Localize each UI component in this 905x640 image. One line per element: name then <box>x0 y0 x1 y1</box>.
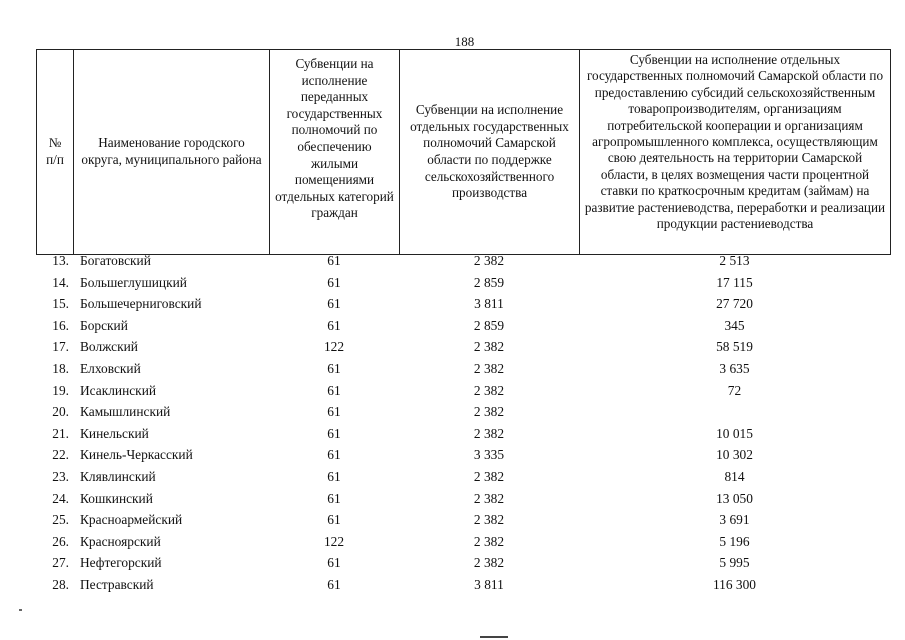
table-row <box>36 381 890 403</box>
table-row <box>36 445 890 467</box>
row-number: 26. <box>52 533 69 549</box>
district-name: Нефтегорский <box>80 555 162 571</box>
header-agriculture-subvention <box>400 50 580 254</box>
district-name: Елховский <box>80 360 141 376</box>
housing-subvention-value: 61 <box>327 576 341 592</box>
scan-artifact-bottom <box>480 636 508 638</box>
interest-subsidy-value: 58 519 <box>716 339 753 355</box>
housing-subvention-value: 61 <box>327 404 341 420</box>
housing-subvention-value: 61 <box>327 382 341 398</box>
table-row <box>36 510 890 532</box>
interest-subsidy-value: 3 635 <box>719 360 750 376</box>
interest-subsidy-value: 116 300 <box>712 576 757 592</box>
row-number: 23. <box>52 468 69 484</box>
row-number: 22. <box>52 447 69 463</box>
agriculture-subvention-value: 2 382 <box>473 404 505 420</box>
row-number: 20. <box>52 404 69 420</box>
interest-subsidy-value: 814 <box>724 468 745 484</box>
row-number: 27. <box>52 555 69 571</box>
agriculture-subvention-value: 2 859 <box>473 317 505 333</box>
row-number: 25. <box>52 512 69 528</box>
interest-subsidy-value: 10 015 <box>716 425 753 441</box>
table-body <box>36 251 890 597</box>
header-interest-subsidy <box>580 50 891 254</box>
interest-subsidy-value: 17 115 <box>716 274 753 290</box>
agriculture-subvention-value: 2 859 <box>473 274 505 290</box>
row-number: 14. <box>52 274 69 290</box>
header-housing-subvention <box>270 50 400 254</box>
housing-subvention-value: 61 <box>327 296 341 312</box>
district-name: Красноармейский <box>80 512 183 528</box>
row-number: 24. <box>52 490 69 506</box>
row-number: 18. <box>52 360 69 376</box>
agriculture-subvention-value: 2 382 <box>473 533 505 549</box>
agriculture-subvention-value: 2 382 <box>473 468 505 484</box>
district-name: Кинель-Черкасский <box>80 447 193 463</box>
table-row <box>36 489 890 511</box>
interest-subsidy-value: 3 691 <box>719 512 750 528</box>
housing-subvention-value: 61 <box>327 555 341 571</box>
housing-subvention-value: 61 <box>327 447 341 463</box>
district-name: Кошкинский <box>80 490 153 506</box>
housing-subvention-value: 122 <box>323 339 345 355</box>
housing-subvention-value: 61 <box>327 490 341 506</box>
agriculture-subvention-value: 3 811 <box>474 576 504 592</box>
row-number: 15. <box>52 296 69 312</box>
row-number: 16. <box>52 317 69 333</box>
housing-subvention-value: 61 <box>327 468 341 484</box>
district-name: Большеглушицкий <box>80 274 187 290</box>
interest-subsidy-value: 72 <box>727 382 742 398</box>
header-number-label: № п/п <box>46 135 64 167</box>
table-row <box>36 424 890 446</box>
interest-subsidy-value: 27 720 <box>716 296 753 312</box>
housing-subvention-value: 61 <box>327 360 341 376</box>
interest-subsidy-value: 5 196 <box>719 533 750 549</box>
table-row <box>36 251 890 273</box>
housing-subvention-value: 61 <box>327 512 341 528</box>
district-name: Борский <box>80 317 128 333</box>
table-row <box>36 467 890 489</box>
district-name: Пестравский <box>80 576 154 592</box>
table-row <box>36 402 890 424</box>
interest-subsidy-value: 345 <box>724 317 745 333</box>
row-number: 13. <box>52 253 69 268</box>
agriculture-subvention-value: 2 382 <box>473 253 505 268</box>
table-row <box>36 532 890 554</box>
table-row <box>36 316 890 338</box>
district-name: Кинельский <box>80 425 149 441</box>
district-name: Клявлинский <box>80 468 156 484</box>
header-name-label: Наименование городского округа, муниципального района <box>81 135 262 167</box>
agriculture-subvention-value: 2 382 <box>473 555 505 571</box>
header-agriculture-subvention-label: Субвенции на исполнение отдельных государственных полномочий Самарской области по поддержке сельскохозяйственного производства <box>410 102 569 201</box>
agriculture-subvention-value: 2 382 <box>473 425 505 441</box>
table-row <box>36 294 890 316</box>
agriculture-subvention-value: 2 382 <box>473 382 505 398</box>
agriculture-subvention-value: 2 382 <box>473 360 505 376</box>
row-number: 19. <box>52 382 69 398</box>
row-number: 21. <box>52 425 69 441</box>
agriculture-subvention-value: 2 382 <box>473 490 505 506</box>
scan-artifact <box>19 609 22 611</box>
housing-subvention-value: 122 <box>323 533 345 549</box>
row-number: 28. <box>52 576 69 592</box>
agriculture-subvention-value: 3 335 <box>473 447 505 463</box>
interest-subsidy-value: 2 513 <box>719 253 750 268</box>
interest-subsidy-value: 5 995 <box>719 555 750 571</box>
header-number <box>37 50 74 254</box>
district-name: Большечерниговский <box>80 296 202 312</box>
district-name: Исаклинский <box>80 382 157 398</box>
housing-subvention-value: 61 <box>327 425 341 441</box>
housing-subvention-value: 61 <box>327 274 341 290</box>
header-housing-subvention-label: Субвенции на исполнение переданных государственных полномочий по обеспечению жилыми помещениями отдельных категорий граждан <box>275 56 394 221</box>
district-name: Богатовский <box>80 253 151 268</box>
row-number: 17. <box>52 339 69 355</box>
agriculture-subvention-value: 2 382 <box>473 512 505 528</box>
interest-subsidy-value: 13 050 <box>716 490 753 506</box>
district-name: Волжский <box>80 339 138 355</box>
agriculture-subvention-value: 3 811 <box>474 296 504 312</box>
table-row <box>36 553 890 575</box>
district-name: Камышлинский <box>80 404 171 420</box>
table-row <box>36 359 890 381</box>
header-name <box>74 50 270 254</box>
page-number: 188 <box>454 34 475 49</box>
table-row <box>36 273 890 295</box>
table-row <box>36 575 890 597</box>
housing-subvention-value: 61 <box>327 317 341 333</box>
table-row <box>36 337 890 359</box>
header-interest-subsidy-label: Субвенции на исполнение отдельных государственных полномочий Самарской области по предоставлению субсидий сельскохозяйственным товаропроизводителям, организациям потребительской кооперации и организациям агропромышленного комплекса, осуществляющим свою деятельность на территории Самарской области, в целях возмещения части процентной ставки по краткосрочным кредитам (займам) на развитие растениеводства, переработки и реализации продукции растениеводства <box>584 52 886 232</box>
table-header <box>36 49 891 255</box>
district-name: Красноярский <box>80 533 161 549</box>
agriculture-subvention-value: 2 382 <box>473 339 505 355</box>
interest-subsidy-value: 10 302 <box>716 447 753 463</box>
housing-subvention-value: 61 <box>327 253 341 268</box>
